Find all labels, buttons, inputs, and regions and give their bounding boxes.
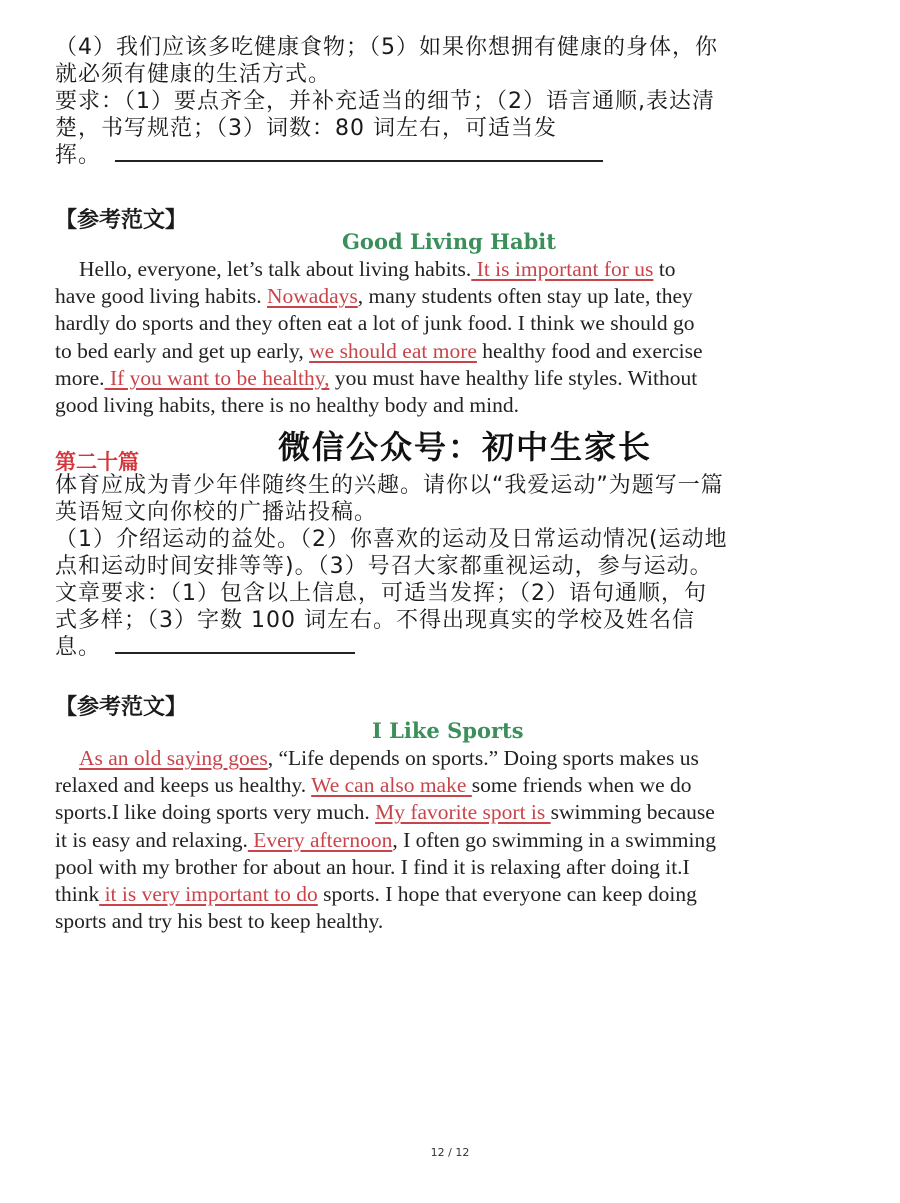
essay-line [55,799,855,826]
highlight-phrase: we should eat more [309,338,477,363]
essay-line: pool with my brother for about an hour. I find it is relaxing after doing it.I [55,854,690,879]
requirement-text: 挥。 [55,143,102,168]
essay-line: sports and try his best to keep healthy. [55,909,384,934]
essay-text: think [55,882,100,907]
highlight-phrase: Nowadays [267,284,358,309]
essay-text: you must have healthy life styles. Without [329,365,698,390]
essay-text: swimming because [550,800,715,825]
prompt-line: 点和运动时间安排等等)。（3）号召大家都重视运动，参与运动。 [55,554,713,579]
page-number: 12 / 12 [430,1146,470,1159]
answer-blank [115,146,603,162]
requirement-line: 楚，书写规范；（3）词数：80 词左右，可适当发 [55,116,557,141]
essay-text: more. [55,365,105,390]
essay-text: it is easy and relaxing. [55,827,248,852]
essay-line: good living habits, there is no healthy body and mind. [55,393,519,418]
essay-line [55,745,855,772]
essay-line [55,338,855,365]
highlight-phrase: If you want to be healthy, [104,365,330,390]
essay-text: some friends when we do [471,773,692,798]
highlight-phrase: it is very important to do [99,882,318,907]
prompt-line [55,634,855,661]
essay-text: , “Life depends on sports.” Doing sports makes us [267,746,699,770]
essay-title: I Like Sports [372,718,524,743]
prompt-line: （1）介绍运动的益处。（2）你喜欢的运动及日常运动情况(运动地 [55,527,728,552]
answer-blank [115,638,355,654]
reference-label: 【参考范文】 [55,208,188,233]
highlight-phrase: It is important for us [471,257,654,281]
essay-text: , many students often stay up late, they [357,284,693,309]
essay-text: healthy food and exercise [476,338,703,363]
requirement-line: 要求：（1）要点齐全，并补充适当的细节；（2）语言通顺,表达清 [55,89,715,114]
essay-line [55,772,855,799]
highlight-phrase: Every afternoon [247,827,393,852]
prompt-line: 英语短文向你校的广播站投稿。 [55,500,378,525]
watermark-text: 微信公众号：初中生家长 [278,428,653,466]
highlight-phrase: We can also make [311,773,472,798]
essay-line [55,827,855,854]
prompt-text: 息。 [55,635,102,660]
essay-text: have good living habits. [55,284,267,309]
essay-text: relaxed and keeps us healthy. [55,773,312,798]
task-prompt [55,472,855,661]
essay-text: to bed early and get up early, [55,338,310,363]
essay-text: sports. I hope that everyone can keep doing [317,882,697,907]
essay-line: hardly do sports and they often eat a lot of junk food. I think we should go [55,311,695,336]
essay-line [55,256,855,283]
essay-text: to [653,257,676,281]
essay-body [55,745,855,935]
essay-text: sports.I like doing sports very much. [55,800,376,825]
prompt-line: 式多样；（3）字数 100 词左右。不得出现真实的学校及姓名信 [55,608,695,633]
essay-line [55,881,855,908]
highlight-phrase: As an old saying goes [79,746,268,770]
section-title: 第二十篇 [55,450,139,474]
task-requirements [55,34,855,169]
requirement-line: 就必须有健康的生活方式。 [55,62,332,87]
prompt-line: 文章要求：（1）包含以上信息，可适当发挥；（2）语句通顺，句 [55,581,707,606]
requirement-line [55,142,855,169]
essay-text: Hello, everyone, let’s talk about living habits. [79,257,472,281]
prompt-line: 体育应成为青少年伴随终生的兴趣。请你以“我爱运动”为题写一篇 [55,473,724,498]
essay-line [55,283,855,310]
essay-body [55,256,855,419]
essay-text: , I often go swimming in a swimming [392,827,717,852]
reference-label: 【参考范文】 [55,695,188,720]
highlight-phrase: My favorite sport is [375,800,551,825]
essay-title: Good Living Habit [342,229,556,254]
requirement-line: （4）我们应该多吃健康食物；（5）如果你想拥有健康的身体，你 [55,35,718,60]
essay-line [55,365,855,392]
